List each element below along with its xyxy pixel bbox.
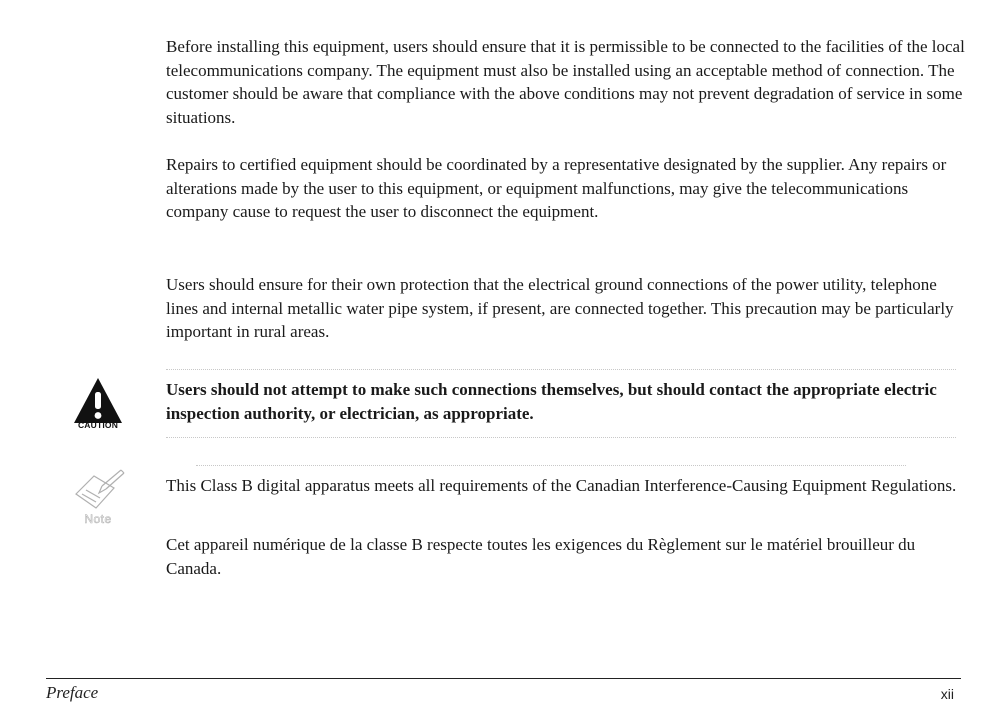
note-paragraph: This Class B digital apparatus meets all requirements of the Canadian Interference-Causing Equipment Regulations. bbox=[166, 476, 957, 495]
footer-section-title: Preface bbox=[46, 683, 99, 702]
note-label: Note bbox=[84, 512, 112, 526]
divider bbox=[166, 437, 956, 438]
divider bbox=[196, 465, 906, 466]
note-pencil-icon bbox=[66, 466, 126, 512]
caution-text: Users should not attempt to make such connections themselves, but should contact the appropriate electric inspection authority, or electrician, as appropriate. bbox=[166, 380, 937, 423]
divider bbox=[166, 369, 956, 370]
body-paragraph: Repairs to certified equipment should be coordinated by a representative designated by the supplier. Any repairs or alterations made by the user to this equipment, or equipment malfunctions, may give the telecommunications company cause to request the user to disconnect the equipment. bbox=[166, 155, 947, 221]
caution-label: CAUTION bbox=[77, 420, 119, 430]
body-paragraph: Before installing this equipment, users should ensure that it is permissible to be connected to the facilities of the local telecommunications company. The equipment must also be installed using an acceptable method of connection. The customer should be aware that compliance with the above conditions may not prevent degradation of service in some situations. bbox=[166, 37, 965, 127]
page-number: xii bbox=[940, 686, 954, 702]
note-paragraph: Cet appareil numérique de la classe B respecte toutes les exigences du Règlement sur le matériel brouilleur du Canada. bbox=[166, 535, 916, 578]
body-paragraph: Users should ensure for their own protection that the electrical ground connections of the power utility, telephone lines and internal metallic water pipe system, if present, are connected together. This precaution may be particularly important in rural areas. bbox=[166, 275, 954, 341]
footer-divider bbox=[46, 678, 961, 679]
